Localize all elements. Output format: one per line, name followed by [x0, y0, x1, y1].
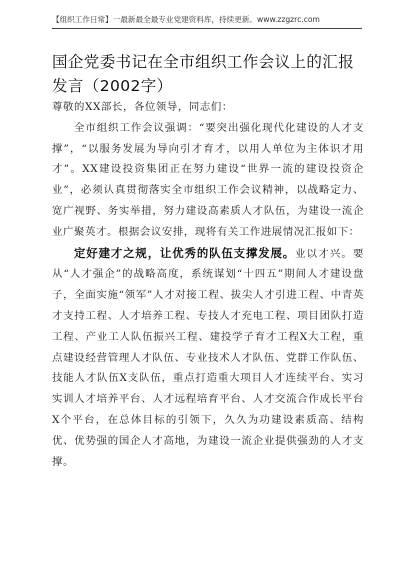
- document-body: [52, 97, 364, 472]
- header-divider: [52, 28, 362, 29]
- section-body: 业以才兴。要从“人才强企”的战略高度，系统谋划“十四五”期间人才建设盘子，全面实施“领军”人才对接工程、拔尖人才引进工程、中青英才支持工程、人才培养工程、专技人才充电工程、项目团队打造工程、产业工人队伍振兴工程、建投学子育才工程X大工程，重点建设经营管理人才队伍、专业技术人才队伍、党群工作队伍、技能人才队伍X支队伍，重点打造重大项目人才连续平台、实习实训人才培养平台、人才远程培育平台、人才交流合作成长平台X个平台，在总体目标的引领下，久久为功建设素质高、结构优、优势强的国企人才高地，为建设一流企业提供强劲的人才支撑。: [52, 247, 364, 468]
- salutation: 尊敬的XX部长，各位领导，同志们：: [52, 101, 233, 113]
- document-title: 国企党委书记在全市组织工作会议上的汇报发言（2002字）: [52, 53, 355, 95]
- intro-paragraph: 全市组织工作会议强调：“要突出强化现代化建设的人才支撑”，“以服务发展为导向引才育才，以用人单位为主体识才用才”。XX建设投资集团正在努力建设“世界一流的建设投资企业”，必须认真贯彻落实全市组织工作会议精神，以战略定力、宽广视野、务实举措，努力建设高素质人才队伍，为建设一流企业广聚英才。根据会议安排，现将有关工作进展情况汇报如下：: [52, 121, 364, 238]
- section-heading: 定好建才之规，让优秀的队伍支撑发展。: [74, 245, 296, 260]
- page-header-banner: 【组织工作日常】一最新最全最专业党建资料库，持续更新。www.zzgzrc.com: [52, 15, 320, 24]
- section-paragraph: [52, 243, 364, 473]
